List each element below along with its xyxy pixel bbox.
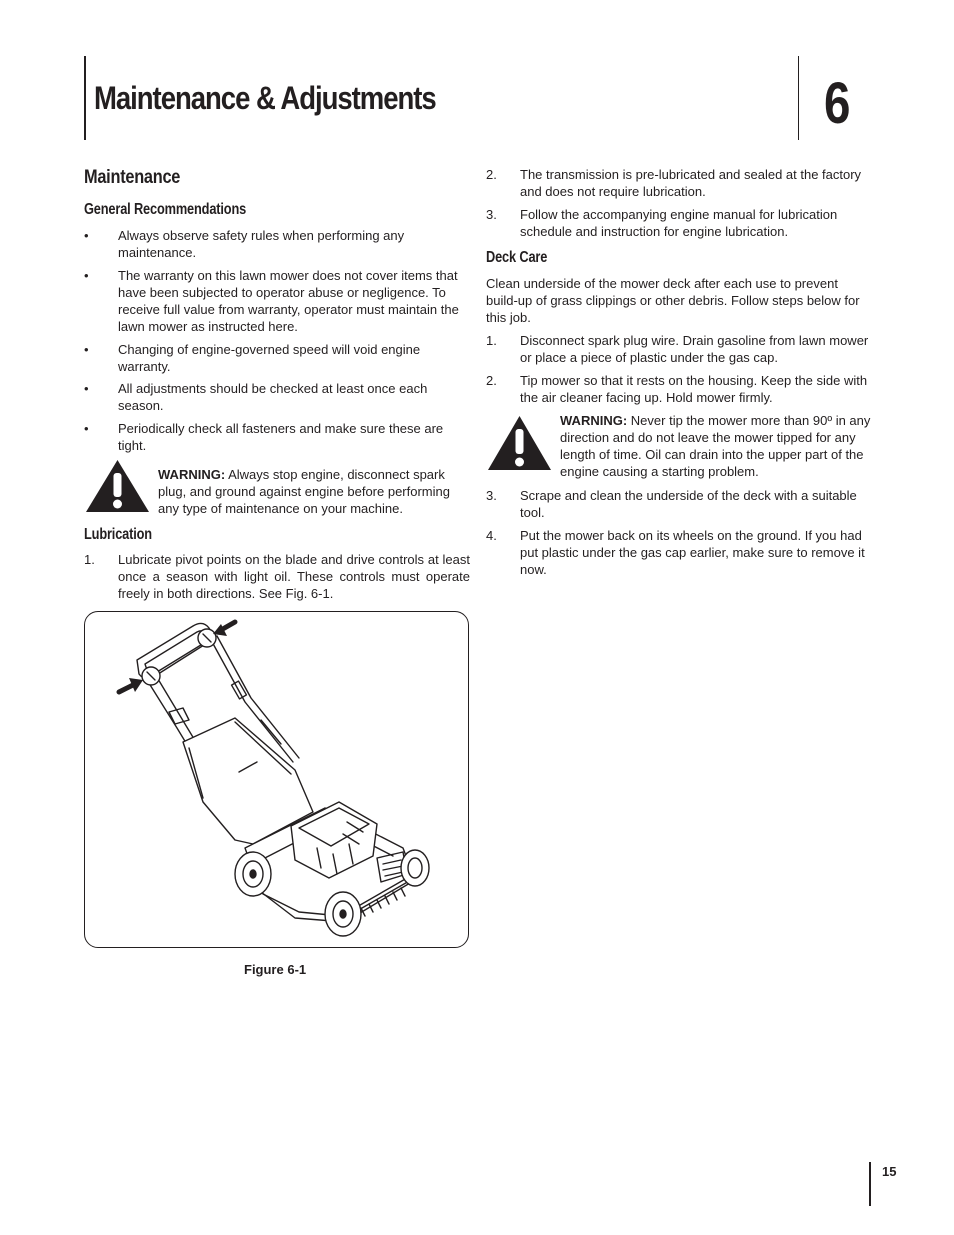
deck-care-intro: Clean underside of the mower deck after each use to prevent build-up of grass clippings or other debris. Follow steps below for this job. bbox=[486, 276, 860, 325]
bullet-marker: • bbox=[84, 421, 89, 436]
bullet-marker: • bbox=[84, 228, 89, 243]
bullet-text: Changing of engine-governed speed will void engine warranty. bbox=[118, 342, 421, 374]
deck-care-heading: Deck Care bbox=[486, 249, 548, 266]
chapter-rule bbox=[798, 56, 799, 140]
warning-text: Never tip the mower more than 90º in any direction and do not leave the mower tipped for any length of time. Oil can drain into the upper part of the engine causing a starting problem. bbox=[560, 413, 871, 479]
warning-general bbox=[158, 466, 470, 517]
list-number: 2. bbox=[486, 373, 497, 388]
bullet-text: Periodically check all fasteners and make sure these are tight. bbox=[118, 421, 444, 453]
lubrication-heading: Lubrication bbox=[84, 526, 152, 543]
list-text: The transmission is pre-lubricated and sealed at the factory and does not require lubrication. bbox=[520, 167, 862, 199]
header-rule bbox=[84, 56, 86, 140]
bullet-text: All adjustments should be checked at least once each season. bbox=[118, 381, 428, 413]
figure-caption: Figure 6-1 bbox=[244, 962, 307, 977]
list-text: Lubricate pivot points on the blade and drive controls at least once a season with light oil. These controls must operate freely in both directions. See Fig. 6-1. bbox=[118, 552, 470, 601]
warning-deck-care bbox=[560, 412, 872, 480]
maintenance-heading: Maintenance bbox=[84, 167, 181, 188]
warning-icon bbox=[84, 458, 151, 514]
bullet-marker: • bbox=[84, 342, 89, 357]
bullet-text: The warranty on this lawn mower does not cover items that have been subjected to operator abuse or negligence. To receive full value from warranty, operator must maintain the lawn mower as instructed here. bbox=[118, 268, 459, 334]
lawn-mower-illustration bbox=[85, 612, 467, 946]
list-text: Put the mower back on its wheels on the ground. If you had put plastic under the gas cap earlier, make sure to remove it now. bbox=[520, 528, 865, 577]
page-number: 15 bbox=[882, 1164, 897, 1179]
warning-icon bbox=[486, 414, 553, 472]
page-title: Maintenance & Adjustments bbox=[94, 80, 436, 116]
list-number: 4. bbox=[486, 528, 497, 543]
front-left-wheel bbox=[325, 892, 361, 936]
list-text: Follow the accompanying engine manual for lubrication schedule and instruction for engine lubrication. bbox=[520, 207, 838, 239]
warning-label: WARNING: bbox=[158, 467, 226, 482]
list-number: 2. bbox=[486, 167, 497, 182]
list-text: Disconnect spark plug wire. Drain gasoline from lawn mower or place a piece of plastic under the gas cap. bbox=[520, 333, 869, 365]
bullet-marker: • bbox=[84, 381, 89, 396]
list-text: Scrape and clean the underside of the deck with a suitable tool. bbox=[520, 488, 857, 520]
rear-left-wheel bbox=[235, 852, 271, 896]
warning-label: WARNING: bbox=[560, 413, 628, 428]
list-number: 3. bbox=[486, 207, 497, 222]
list-number: 1. bbox=[486, 333, 497, 348]
list-text: Tip mower so that it rests on the housing. Keep the side with the air cleaner facing up. Hold mower firmly. bbox=[520, 373, 868, 405]
figure-6-1 bbox=[84, 611, 469, 948]
warning-text: Always stop engine, disconnect spark plug, and ground against engine before performing any type of maintenance on your machine. bbox=[158, 467, 450, 516]
general-recommendations-heading: General Recommendations bbox=[84, 201, 247, 218]
bullet-marker: • bbox=[84, 268, 89, 283]
list-number: 1. bbox=[84, 552, 95, 567]
front-right-wheel bbox=[401, 850, 429, 886]
bullet-text: Always observe safety rules when performing any maintenance. bbox=[118, 228, 405, 260]
chapter-number: 6 bbox=[824, 71, 851, 136]
list-number: 3. bbox=[486, 488, 497, 503]
footer-rule bbox=[869, 1162, 871, 1206]
